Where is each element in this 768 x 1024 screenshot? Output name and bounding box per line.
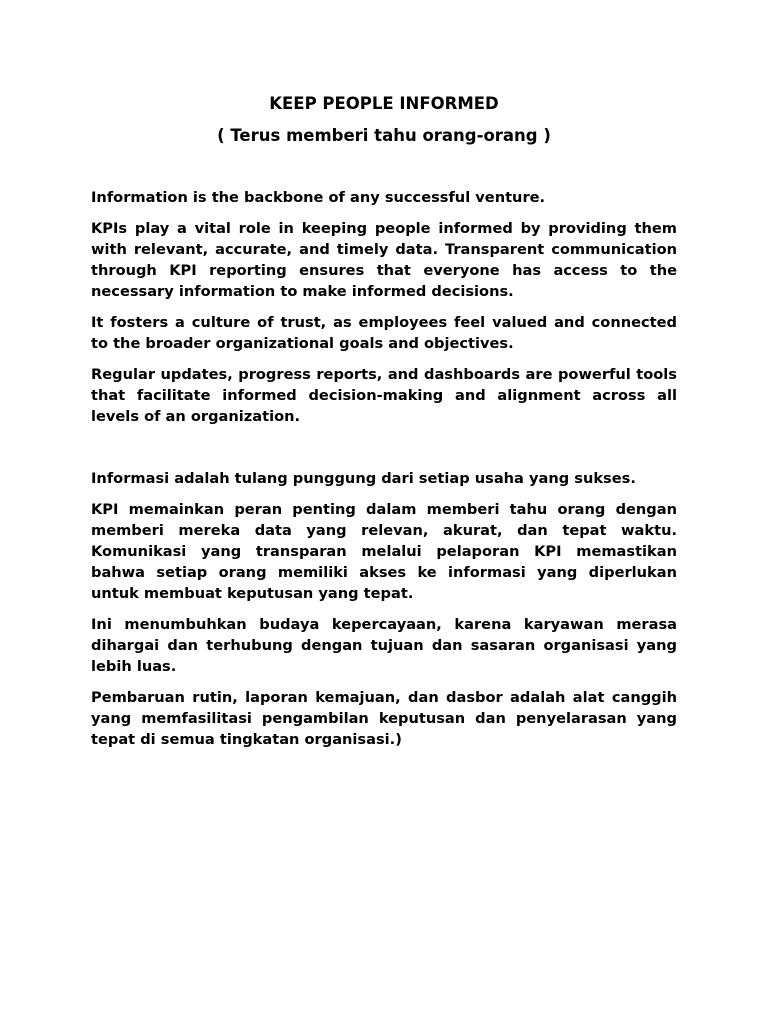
page-subtitle: ( Terus memberi tahu orang-orang ) <box>217 126 551 145</box>
indonesian-paragraph-4: Pembaruan rutin, laporan kemajuan, dan dasbor adalah alat canggih yang memfasilitasi pengambilan keputusan dan penyelarasan yang tepat di semua tingkatan organisasi.) <box>91 689 677 748</box>
page-title: KEEP PEOPLE INFORMED <box>269 94 499 113</box>
indonesian-paragraph-1: Informasi adalah tulang punggung dari setiap usaha yang sukses. <box>91 470 636 487</box>
indonesian-paragraph-2: KPI memainkan peran penting dalam memberi tahu orang dengan memberi mereka data yang relevan, akurat, dan tepat waktu. Komunikasi yang transparan melalui pelaporan KPI memastikan bahwa setiap orang memiliki akses ke informasi yang diperlukan untuk membuat keputusan yang tepat. <box>91 501 677 602</box>
english-paragraph-2: KPIs play a vital role in keeping people informed by providing them with relevant, accurate, and timely data. Transparent communication through KPI reporting ensures that everyone has access to the necessary information to make informed decisions. <box>91 220 677 300</box>
english-paragraph-4: Regular updates, progress reports, and dashboards are powerful tools that facilitate informed decision-making and alignment across all levels of an organization. <box>91 366 677 425</box>
indonesian-paragraph-3: Ini menumbuhkan budaya kepercayaan, karena karyawan merasa dihargai dan terhubung dengan tujuan dan sasaran organisasi yang lebih luas. <box>91 616 677 675</box>
english-paragraph-1: Information is the backbone of any successful venture. <box>91 189 546 206</box>
indonesian-section <box>91 468 677 760</box>
english-section <box>91 187 677 437</box>
english-paragraph-3: It fosters a culture of trust, as employees feel valued and connected to the broader organizational goals and objectives. <box>91 314 677 352</box>
